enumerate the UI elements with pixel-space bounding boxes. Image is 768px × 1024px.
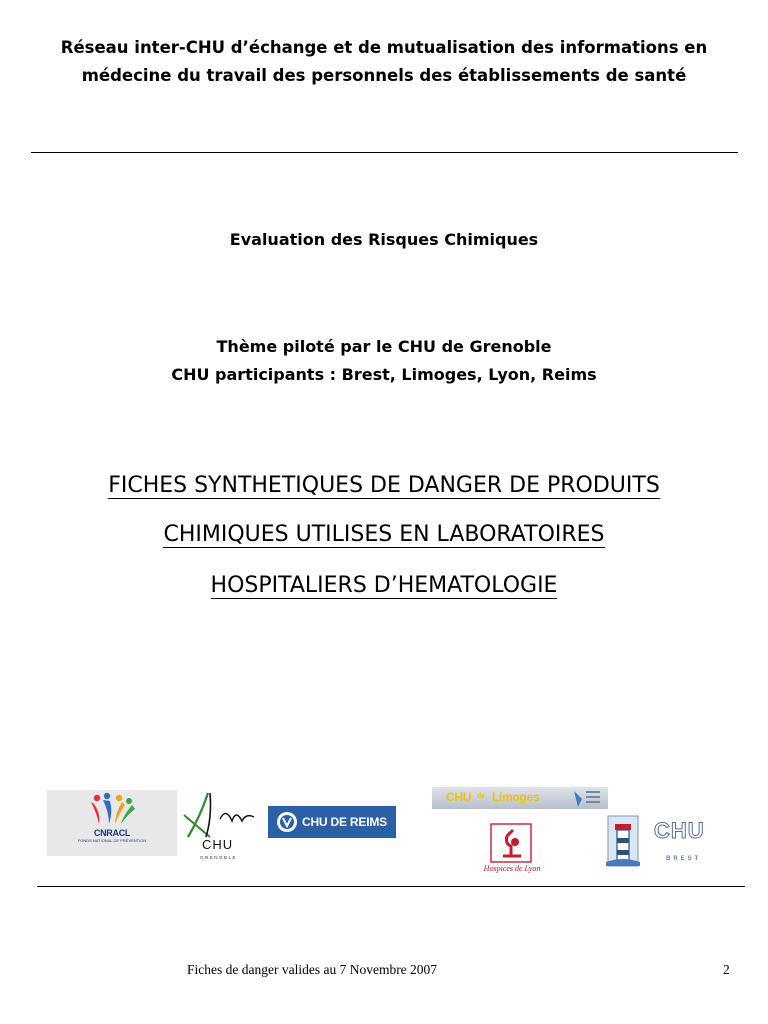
lyon-label: Hospices de Lyon	[483, 864, 541, 873]
reims-emblem-icon	[272, 806, 302, 838]
chu-limoges-logo	[432, 787, 608, 809]
cnracl-figures-icon	[47, 790, 177, 830]
main-title-line-3: HOSPITALIERS D’HEMATOLOGIE	[210, 573, 558, 598]
grenoble-sublabel: GRENOBLE	[200, 855, 238, 860]
cnracl-label: CNRACL	[93, 828, 131, 838]
reims-label: CHU DE REIMS	[302, 815, 387, 829]
top-divider	[31, 152, 738, 153]
limoges-label-chu: CHU	[446, 790, 472, 804]
hospices-lyon-logo	[467, 822, 557, 878]
main-title-line-1: FICHES SYNTHETIQUES DE DANGER DE PRODUITS	[108, 473, 660, 498]
footer-validity-note: Fiches de danger valides au 7 Novembre 2007	[187, 962, 438, 977]
document-subtitle: Evaluation des Risques Chimiques	[229, 230, 539, 249]
theme-pilot: Thème piloté par le CHU de Grenoble	[216, 337, 552, 356]
limoges-label-de: de	[477, 793, 486, 800]
grenoble-label: CHU	[202, 837, 234, 852]
cnracl-logo	[47, 790, 177, 856]
grenoble-swirl-icon	[180, 787, 260, 839]
main-title-line-2: CHIMIQUES UTILISES EN LABORATOIRES	[163, 522, 605, 547]
limoges-arrow-icon	[572, 787, 602, 809]
brest-sublabel: BREST	[666, 856, 702, 862]
network-title-line-2: médecine du travail des personnels des établissements de santé	[81, 66, 687, 85]
cnracl-sublabel: FONDS NATIONAL DE PRÉVENTION	[77, 838, 147, 843]
brest-label: CHU	[654, 818, 705, 843]
lighthouse-icon	[606, 814, 646, 868]
chu-reims-logo	[268, 806, 396, 838]
lyon-microscope-icon	[467, 822, 557, 864]
theme-participants: CHU participants : Brest, Limoges, Lyon, Reims	[171, 365, 597, 384]
chu-brest-logo	[606, 814, 712, 872]
chu-grenoble-logo	[180, 787, 260, 869]
bottom-divider	[37, 886, 745, 887]
network-title-line-1: Réseau inter-CHU d’échange et de mutualisation des informations en	[60, 38, 708, 57]
page-number: 2	[723, 962, 730, 977]
limoges-label-city: Limoges	[492, 790, 540, 804]
